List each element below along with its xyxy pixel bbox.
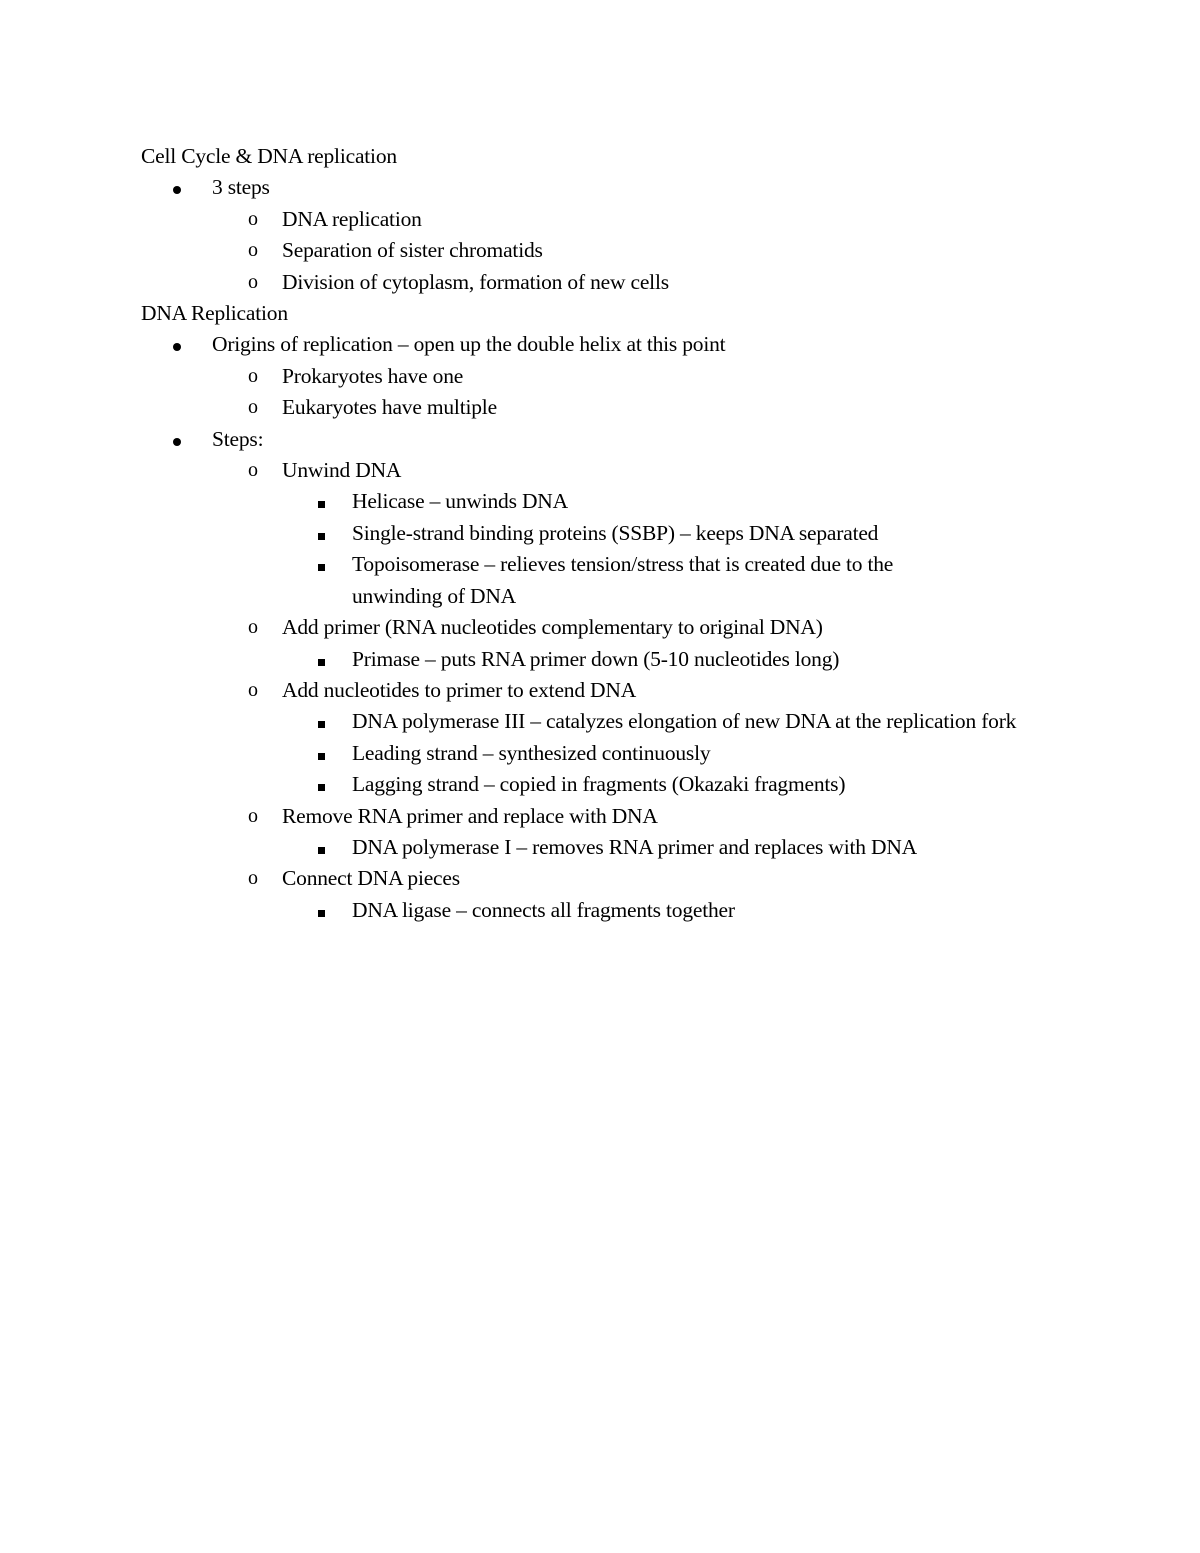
list-item-text: Single-strand binding proteins (SSBP) – keeps DNA separated [352, 520, 879, 545]
list-item-text: Add nucleotides to primer to extend DNA [282, 677, 637, 702]
list-item [141, 486, 1061, 517]
circle-bullet-icon: o [248, 396, 258, 419]
circle-bullet-icon: o [248, 804, 258, 827]
circle-bullet-icon: o [248, 867, 258, 890]
list-item-text: DNA replication [282, 206, 422, 231]
list-item-text: Steps: [212, 426, 264, 451]
list-item [141, 895, 1061, 926]
list-item [141, 675, 1061, 706]
list-item [141, 801, 1061, 832]
list-item [141, 549, 962, 612]
bullet-dot-icon [173, 172, 181, 203]
list-item-text: DNA polymerase III – catalyzes elongation of new DNA at the replication fork [352, 709, 1017, 734]
list-item-text: DNA ligase – connects all fragments together [352, 897, 735, 922]
list-item [141, 361, 1061, 392]
circle-bullet-icon: o [248, 616, 258, 639]
list-item-text: Connect DNA pieces [282, 866, 460, 891]
list-item [141, 706, 1052, 737]
square-bullet-icon [318, 895, 325, 926]
list-item-text: Origins of replication – open up the double helix at this point [212, 332, 726, 357]
list-item-text: DNA polymerase I – removes RNA primer and replaces with DNA [352, 834, 917, 859]
list-item [141, 424, 1061, 455]
list-item-text: Leading strand – synthesized continuously [352, 740, 711, 765]
list-item [141, 644, 1061, 675]
circle-bullet-icon: o [248, 364, 258, 387]
list-item [141, 392, 1061, 423]
square-bullet-icon [318, 549, 325, 580]
list-item-text: Unwind DNA [282, 458, 402, 483]
list-item-text: Lagging strand – copied in fragments (Okazaki fragments) [352, 772, 846, 797]
list-item [141, 204, 1061, 235]
circle-bullet-icon: o [248, 459, 258, 482]
section-title: Cell Cycle & DNA replication [141, 144, 397, 168]
list-item-text: Separation of sister chromatids [282, 238, 543, 263]
circle-bullet-icon: o [248, 239, 258, 262]
list-item [141, 863, 1061, 894]
circle-bullet-icon: o [248, 270, 258, 293]
section-title: DNA Replication [141, 301, 288, 326]
list-item-text: Helicase – unwinds DNA [352, 489, 568, 514]
list-item [141, 455, 1061, 486]
square-bullet-icon [318, 706, 325, 737]
list-item-text: Add primer (RNA nucleotides complementary to original DNA) [282, 615, 823, 640]
list-item-text: Remove RNA primer and replace with DNA [282, 803, 658, 828]
list-item [141, 738, 1061, 769]
square-bullet-icon [318, 486, 325, 517]
circle-bullet-icon: o [248, 678, 258, 701]
square-bullet-icon [318, 738, 325, 769]
bullet-dot-icon [173, 424, 181, 455]
list-item [141, 172, 1061, 203]
list-item [141, 832, 1061, 863]
list-item [141, 612, 1061, 643]
list-item [141, 769, 1061, 800]
list-item [141, 518, 1061, 549]
bullet-dot-icon [173, 329, 181, 360]
list-item [141, 235, 1061, 266]
square-bullet-icon [318, 769, 325, 800]
list-item [141, 267, 1061, 298]
circle-bullet-icon: o [248, 207, 258, 230]
list-item-text: Prokaryotes have one [282, 363, 464, 388]
square-bullet-icon [318, 518, 325, 549]
square-bullet-icon [318, 832, 325, 863]
list-item-text: Eukaryotes have multiple [282, 395, 497, 420]
list-item [141, 329, 1061, 360]
list-item-text: Primase – puts RNA primer down (5-10 nucleotides long) [352, 646, 840, 671]
list-item-text: Division of cytoplasm, formation of new cells [282, 269, 669, 294]
document-body [141, 141, 1061, 926]
list-item-text: 3 steps [212, 175, 270, 200]
square-bullet-icon [318, 644, 325, 675]
list-item-text: Topoisomerase – relieves tension/stress that is created due to the unwinding of DNA [352, 552, 894, 608]
